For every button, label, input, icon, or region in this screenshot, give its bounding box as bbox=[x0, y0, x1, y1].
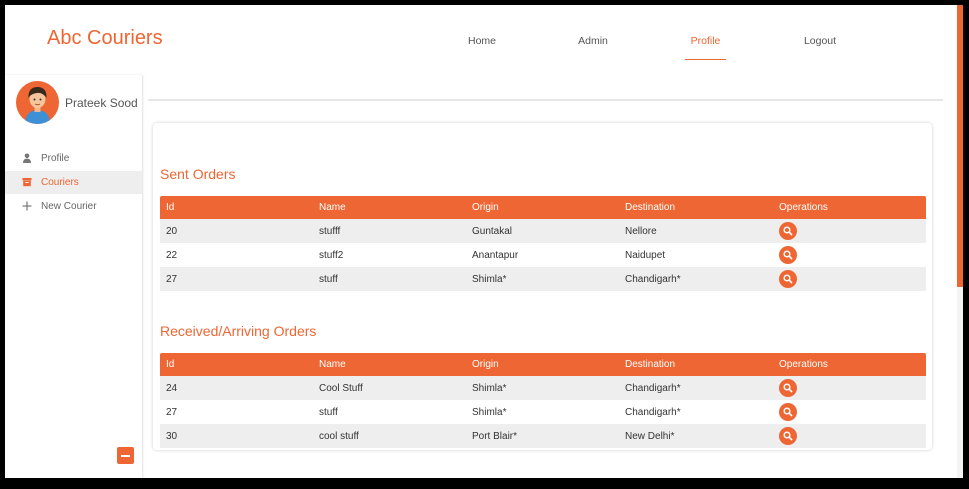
cell-name: stuff bbox=[319, 407, 338, 418]
cell-destination: Chandigarh* bbox=[625, 407, 681, 418]
nav-profile[interactable]: Profile bbox=[685, 35, 726, 60]
sidebar-item-new-courier[interactable] bbox=[5, 195, 142, 218]
top-navbar bbox=[5, 5, 943, 99]
view-order-button[interactable] bbox=[779, 379, 797, 397]
column-header-destination: Destination bbox=[625, 359, 676, 370]
column-header-name: Name bbox=[319, 359, 346, 370]
collapse-sidebar-button[interactable] bbox=[117, 447, 134, 464]
cell-id: 20 bbox=[166, 226, 178, 237]
column-header-name: Name bbox=[319, 202, 346, 213]
cell-origin: Guntakal bbox=[472, 226, 513, 237]
cell-origin: Shimla* bbox=[472, 407, 507, 418]
column-header-destination: Destination bbox=[625, 202, 676, 213]
column-header-operations: Operations bbox=[779, 359, 828, 370]
archive-box-icon bbox=[22, 177, 32, 187]
column-header-operations: Operations bbox=[779, 202, 828, 213]
cell-id: 30 bbox=[166, 431, 178, 442]
cell-destination: New Delhi* bbox=[625, 431, 675, 442]
cell-id: 24 bbox=[166, 383, 178, 394]
cell-destination: Chandigarh* bbox=[625, 383, 681, 394]
view-order-button[interactable] bbox=[779, 222, 797, 240]
received-orders-title: Received/Arriving Orders bbox=[160, 323, 317, 339]
table-row bbox=[160, 376, 926, 400]
scrollbar-thumb[interactable] bbox=[957, 5, 963, 287]
cell-name: stuff bbox=[319, 274, 338, 285]
view-order-button[interactable] bbox=[779, 403, 797, 421]
brand-title[interactable]: Abc Couriers bbox=[47, 27, 163, 49]
table-header bbox=[160, 196, 926, 219]
cell-origin: Port Blair* bbox=[472, 431, 518, 442]
view-order-button[interactable] bbox=[779, 270, 797, 288]
sidebar-item-profile[interactable] bbox=[5, 147, 142, 170]
avatar bbox=[16, 81, 59, 124]
scrollbar-track[interactable] bbox=[957, 287, 963, 478]
person-icon bbox=[22, 153, 32, 163]
column-header-id: Id bbox=[166, 359, 175, 370]
search-icon bbox=[783, 226, 793, 236]
table-row bbox=[160, 400, 926, 424]
sidebar-item-label: Profile bbox=[41, 153, 70, 164]
table-row bbox=[160, 267, 926, 291]
column-header-origin: Origin bbox=[472, 359, 499, 370]
search-icon bbox=[783, 250, 793, 260]
cell-name: stuff2 bbox=[319, 250, 344, 261]
sidebar-item-label: New Courier bbox=[41, 201, 97, 212]
cell-destination: Naidupet bbox=[625, 250, 666, 261]
table-row bbox=[160, 219, 926, 243]
plus-icon bbox=[22, 201, 32, 211]
header-divider bbox=[148, 99, 943, 101]
view-order-button[interactable] bbox=[779, 246, 797, 264]
received-orders-table bbox=[160, 353, 926, 448]
sent-orders-table bbox=[160, 196, 926, 291]
column-header-id: Id bbox=[166, 202, 175, 213]
nav-logout[interactable]: Logout bbox=[803, 35, 837, 47]
column-header-origin: Origin bbox=[472, 202, 499, 213]
cell-origin: Shimla* bbox=[472, 274, 507, 285]
table-row bbox=[160, 243, 926, 267]
nav-home[interactable]: Home bbox=[467, 35, 496, 47]
search-icon bbox=[783, 407, 793, 417]
cell-destination: Chandigarh* bbox=[625, 274, 681, 285]
cell-origin: Anantapur bbox=[472, 250, 519, 261]
nav-admin[interactable]: Admin bbox=[578, 35, 608, 47]
cell-origin: Shimla* bbox=[472, 383, 507, 394]
cell-id: 22 bbox=[166, 250, 178, 261]
sent-orders-title: Sent Orders bbox=[160, 166, 236, 182]
view-order-button[interactable] bbox=[779, 427, 797, 445]
cell-name: cool stuff bbox=[319, 431, 359, 442]
cell-destination: Nellore bbox=[625, 226, 657, 237]
table-row bbox=[160, 424, 926, 448]
sidebar bbox=[5, 75, 142, 478]
orders-card bbox=[153, 123, 932, 450]
cell-name: Cool Stuff bbox=[319, 383, 363, 394]
cell-id: 27 bbox=[166, 407, 178, 418]
search-icon bbox=[783, 274, 793, 284]
user-name: Prateek Sood bbox=[65, 96, 138, 110]
sidebar-item-label: Couriers bbox=[41, 177, 79, 188]
sidebar-item-couriers[interactable] bbox=[5, 171, 142, 194]
cell-id: 27 bbox=[166, 274, 178, 285]
app-window bbox=[5, 5, 963, 478]
cell-name: stufff bbox=[319, 226, 341, 237]
search-icon bbox=[783, 383, 793, 393]
search-icon bbox=[783, 431, 793, 441]
table-header bbox=[160, 353, 926, 376]
